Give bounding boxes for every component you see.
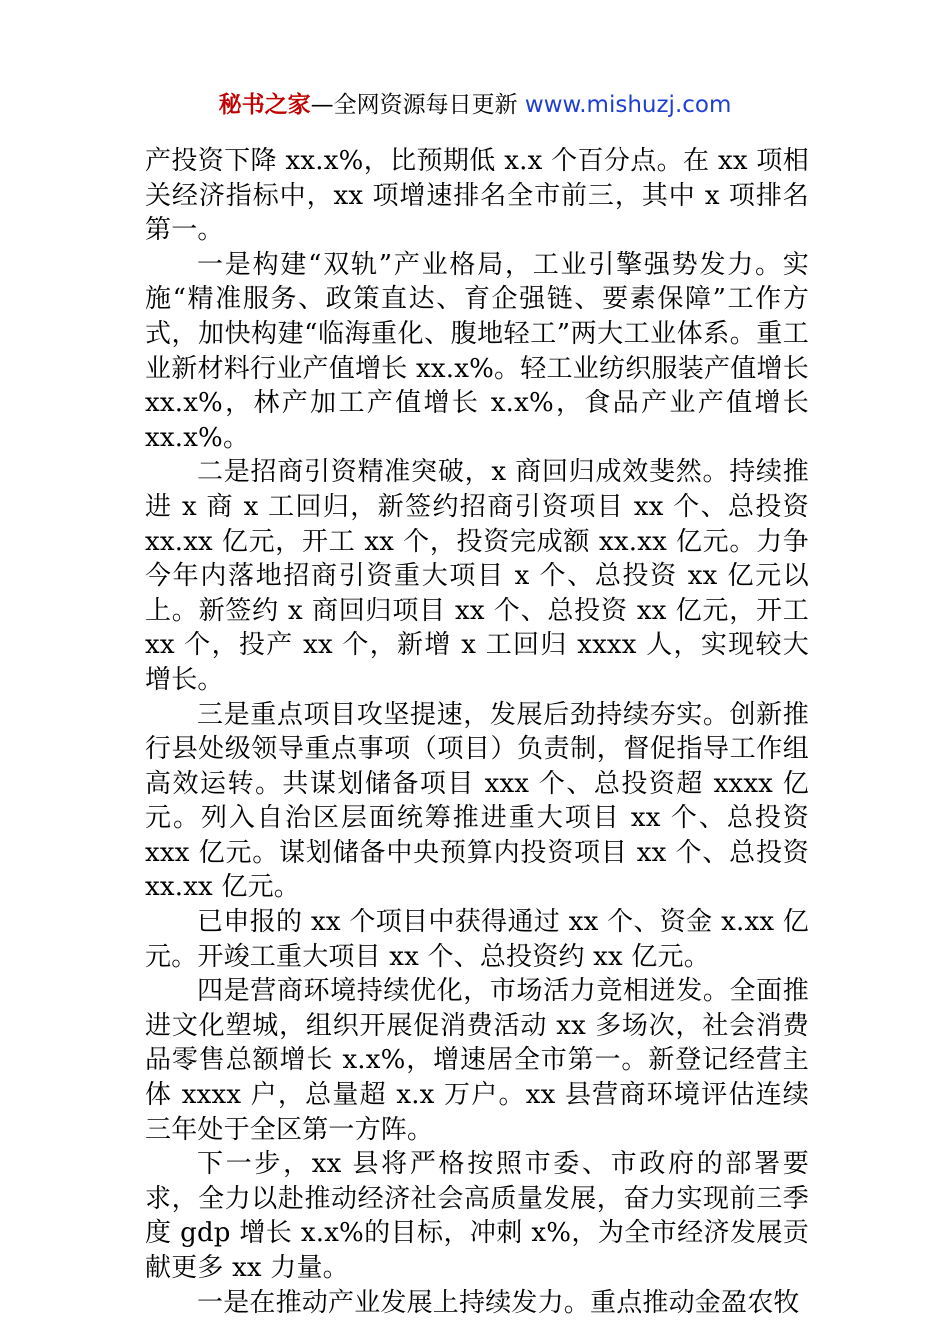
header-url-link[interactable]: www.mishuzj.com xyxy=(524,92,732,118)
document-body xyxy=(145,144,809,1320)
paragraph: 已申报的 xx 个项目中获得通过 xx 个、资金 x.xx 亿元。开竣工重大项目 xx 个、总投资约 xx 亿元。 xyxy=(145,907,809,972)
paragraph: 产投资下降 xx.x%，比预期低 x.x 个百分点。在 xx 项相关经济指标中，xx 项增速排名全市前三，其中 x 项排名第一。 xyxy=(145,146,809,246)
paragraph: 三是重点项目攻坚提速，发展后劲持续夯实。创新推行县处级领导重点事项（项目）负责制，督促指导工作组高效运转。共谋划储备项目 xxx 个、总投资超 xxxx 亿元。列入自治区层面统筹推进重大项目 xx 个、总投资 xxx 亿元。谋划储备中央预算内投资项目 xx 个、总投资 xx.xx 亿元。 xyxy=(145,699,809,903)
paragraph: 四是营商环境持续优化，市场活力竞相迸发。全面推进文化塑城，组织开展促消费活动 xx 多场次，社会消费品零售总额增长 x.x%，增速居全市第一。新登记经营主体 xxxx 户，总量超 x.x 万户。xx 县营商环境评估连续三年处于全区第一方阵。 xyxy=(145,976,809,1145)
header-tagline: —全网资源每日更新 xyxy=(310,92,525,118)
paragraph: 二是招商引资精准突破，x 商回归成效斐然。持续推进 x 商 x 工回归，新签约招商引资项目 xx 个、总投资 xx.xx 亿元，开工 xx 个，投资完成额 xx.xx 亿元。力争今年内落地招商引资重大项目 x 个、总投资 xx 亿元以上。新签约 x 商回归项目 xx 个、总投资 xx 亿元，开工 xx 个，投产 xx 个，新增 x 工回归 xxxx 人，实现较大增长。 xyxy=(145,457,809,695)
paragraph: 下一步，xx 县将严格按照市委、市政府的部署要求，全力以赴推动经济社会高质量发展，奋力实现前三季度 gdp 增长 x.x%的目标，冲刺 x%，为全市经济发展贡献更多 xx 力量。 xyxy=(145,1149,809,1283)
header-brand: 秘书之家 xyxy=(218,92,311,118)
page-header xyxy=(0,88,950,122)
paragraph: 一是在推动产业发展上持续发力。重点推动金盈农牧 xyxy=(197,1287,800,1318)
paragraph: 一是构建“双轨”产业格局，工业引擎强势发力。实施“精准服务、政策直达、育企强链、要素保障”工作方式，加快构建“临海重化、腹地轻工”两大工业体系。重工业新材料行业产值增长 xx.x%。轻工业纺织服装产值增长 xx.x%，林产加工产值增长 x.x%，食品产业产值增长 xx.x%。 xyxy=(145,249,809,453)
